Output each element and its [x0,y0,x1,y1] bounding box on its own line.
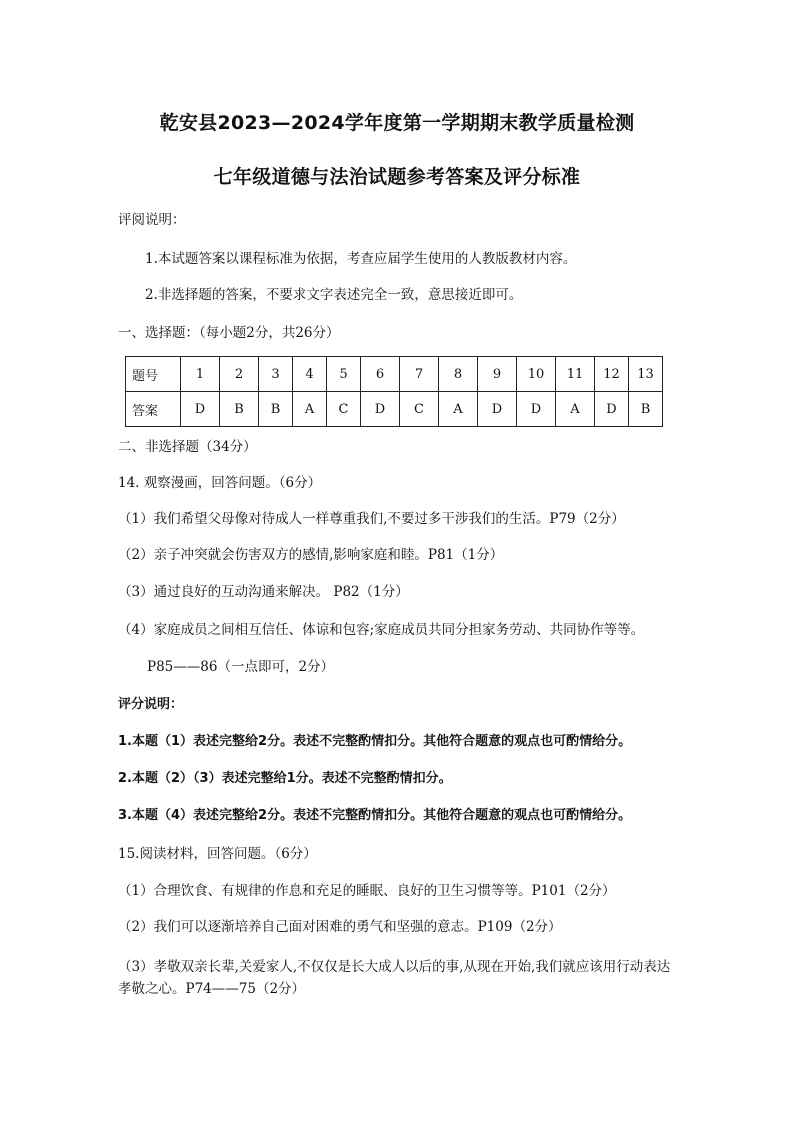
row-label-number: 题号 [126,357,181,392]
table-cell-number: 8 [439,357,478,392]
q14-item-2: （2）亲子冲突就会伤害双方的感情,影响家庭和睦。P81（1分） [118,547,504,563]
table-cell-number: 11 [556,357,595,392]
table-cell-number: 7 [400,357,439,392]
row-label-answer: 答案 [126,392,181,427]
page-subtitle: 七年级道德与法治试题参考答案及评分标准 [213,166,581,188]
table-cell-answer: D [478,392,517,427]
q14-item-4: （4）家庭成员之间相互信任、体谅和包容;家庭成员共同分担家务劳动、共同协作等等。 [118,622,645,638]
scoring-note-3: 3.本题（4）表述完整给2分。表述不完整酌情扣分。其他符合题意的观点也可酌情给分。 [118,808,632,823]
table-cell-number: 5 [327,357,361,392]
table-cell-number: 10 [517,357,556,392]
table-cell-answer: D [181,392,220,427]
table-cell-answer: A [439,392,478,427]
table-cell-answer: B [220,392,259,427]
q14-item-3: （3）通过良好的互动沟通来解决。 P82（1分） [118,584,409,600]
table-row-answers [126,392,663,427]
table-cell-answer: D [361,392,400,427]
intro-note-2: 2.非选择题的答案，不要求文字表述完全一致，意思接近即可。 [145,287,523,303]
table-cell-answer: B [259,392,293,427]
scoring-note-1: 1.本题（1）表述完整给2分。表述不完整酌情扣分。其他符合题意的观点也可酌情给分。 [118,734,632,749]
answer-table [125,356,663,427]
table-cell-number: 13 [629,357,663,392]
table-cell-number: 4 [293,357,327,392]
table-cell-number: 12 [595,357,629,392]
table-cell-answer: A [293,392,327,427]
table-cell-answer: C [327,392,361,427]
table-cell-number: 6 [361,357,400,392]
table-cell-number: 9 [478,357,517,392]
scoring-heading: 评分说明： [118,697,184,712]
section2-heading: 二、非选择题（34分） [118,439,257,455]
intro-heading: 评阅说明： [118,212,186,228]
q15-title: 15.阅读材料，回答问题。（6分） [118,846,317,862]
table-cell-answer: C [400,392,439,427]
scoring-note-2: 2.本题（2）（3）表述完整给1分。表述不完整酌情扣分。 [118,771,452,786]
table-cell-answer: D [517,392,556,427]
table-row-numbers [126,357,663,392]
intro-note-1: 1.本试题答案以课程标准为依据，考查应届学生使用的人教版教材内容。 [145,251,577,267]
table-cell-number: 2 [220,357,259,392]
table-cell-answer: D [595,392,629,427]
q14-title: 14. 观察漫画，回答问题。（6分） [118,475,322,491]
q15-item-1: （1）合理饮食、有规律的作息和充足的睡眠、良好的卫生习惯等等。P101（2分） [118,883,616,899]
q15-item-2: （2）我们可以逐渐培养自己面对困难的勇气和坚强的意志。P109（2分） [118,919,562,935]
table-cell-answer: A [556,392,595,427]
q14-item-1: （1）我们希望父母像对待成人一样尊重我们,不要过多干涉我们的生活。P79（2分） [118,511,625,527]
q15-item-3: （3）孝敬双亲长辈,关爱家人,不仅仅是长大成人以后的事,从现在开始,我们就应该用行动表达孝敬之心。P74——75（2分） [118,959,671,997]
table-cell-number: 3 [259,357,293,392]
q14-item-4-cont: P85——86（一点即可，2分） [147,659,335,675]
section1-heading: 一、选择题：（每小题2分，共26分） [118,325,340,341]
table-cell-number: 1 [181,357,220,392]
table-cell-answer: B [629,392,663,427]
page-title: 乾安县2023—2024学年度第一学期期末教学质量检测 [159,112,635,134]
